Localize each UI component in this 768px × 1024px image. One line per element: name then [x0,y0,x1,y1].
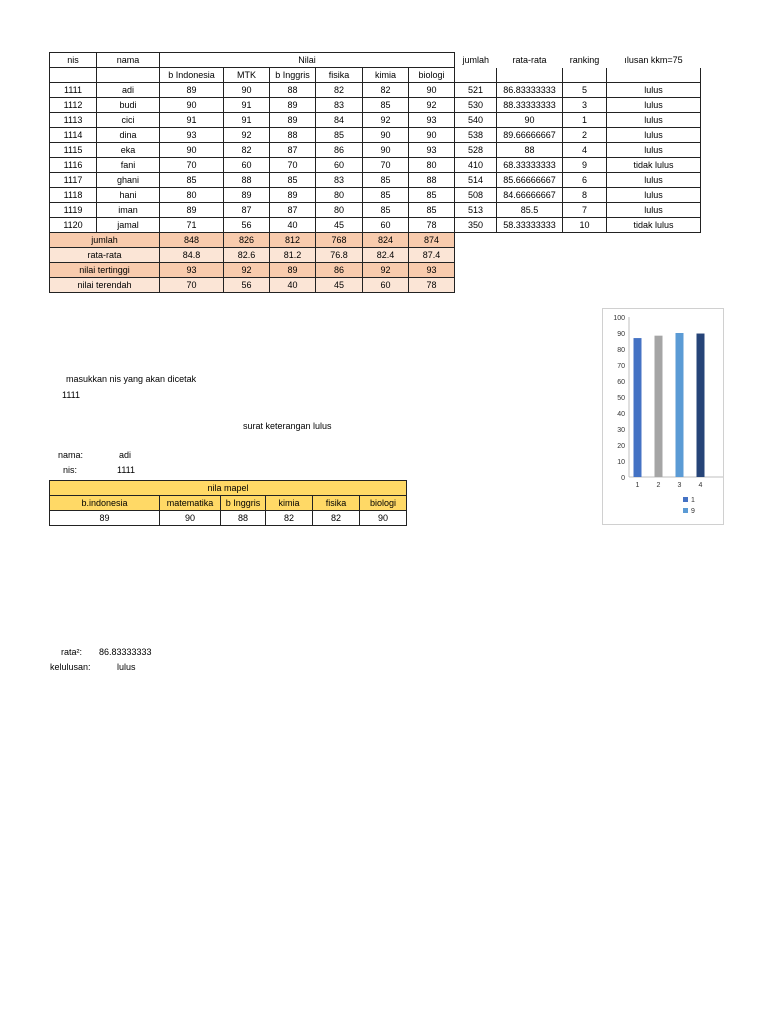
score-cell[interactable]: 70 [363,158,409,173]
header-row-1 [50,53,701,68]
mapel-table [49,480,407,526]
score-cell[interactable]: 82 [363,83,409,98]
ranking-cell[interactable]: 8 [563,188,607,203]
score-cell[interactable]: 70 [160,158,224,173]
jumlah-cell[interactable]: 538 [455,128,497,143]
subject-header[interactable]: b Indonesia [160,68,224,83]
score-cell[interactable]: 80 [316,188,363,203]
score-cell[interactable]: 92 [224,128,270,143]
summary-label[interactable]: rata-rata [50,248,160,263]
nama-cell[interactable]: dina [97,128,160,143]
jumlah-cell[interactable]: 514 [455,173,497,188]
score-cell[interactable]: 85 [363,98,409,113]
header-ranking[interactable]: ranking [569,54,600,65]
jumlah-cell[interactable]: 350 [455,218,497,233]
jumlah-cell[interactable]: 508 [455,188,497,203]
nama-cell[interactable]: budi [97,98,160,113]
nis-cell[interactable]: 1112 [50,98,97,113]
rata-cell[interactable]: 84.66666667 [497,188,563,203]
average-chart[interactable] [602,308,724,525]
nis-cell[interactable]: 1116 [50,158,97,173]
summary-value[interactable]: 56 [224,278,270,293]
subject-header[interactable]: biologi [409,68,455,83]
y-tick-label: 60 [617,379,625,386]
score-cell[interactable]: 90 [224,83,270,98]
certificate-title: surat keterangan lulus [243,421,332,431]
summary-value[interactable]: 93 [160,263,224,278]
summary-value[interactable]: 87.4 [409,248,455,263]
score-cell[interactable]: 90 [409,128,455,143]
score-cell[interactable]: 40 [270,218,316,233]
table-row [50,143,701,158]
status-cell[interactable]: lulus [607,128,701,143]
nis-cell[interactable]: 1114 [50,128,97,143]
y-tick-label: 40 [617,411,625,418]
bar [634,338,642,477]
status-cell[interactable]: lulus [607,203,701,218]
summary-value[interactable]: 812 [270,233,316,248]
mapel-score[interactable]: 89 [50,511,160,526]
y-tick-label: 90 [617,331,625,338]
mapel-score[interactable]: 82 [313,511,360,526]
nis-cell[interactable]: 1120 [50,218,97,233]
table-row [50,113,701,128]
score-cell[interactable]: 71 [160,218,224,233]
y-tick-label: 30 [617,427,625,434]
legend-label: 9 [691,508,695,515]
mapel-subject[interactable]: b.indonesia [50,496,160,511]
score-cell[interactable]: 88 [409,173,455,188]
score-cell[interactable]: 80 [316,203,363,218]
summary-value[interactable]: 45 [316,278,363,293]
score-cell[interactable]: 87 [224,203,270,218]
y-tick-label: 70 [617,363,625,370]
jumlah-cell[interactable]: 521 [455,83,497,98]
kelulusan-value[interactable]: lulus [117,662,136,672]
summary-row [50,248,701,263]
x-tick-label: 3 [677,482,682,489]
header-cell-empty[interactable] [50,68,97,83]
score-cell[interactable]: 89 [270,98,316,113]
summary-value[interactable]: 768 [316,233,363,248]
legend-swatch [683,497,688,502]
y-tick-label: 80 [617,347,625,354]
x-tick-label: 1 [635,482,640,489]
mapel-subject[interactable]: biologi [360,496,407,511]
score-cell[interactable]: 89 [270,188,316,203]
summary-value[interactable]: 824 [363,233,409,248]
header-cell-empty[interactable] [97,68,160,83]
score-cell[interactable]: 93 [160,128,224,143]
nis-label: nis: [63,465,78,475]
nama-cell[interactable]: iman [97,203,160,218]
summary-row [50,233,701,248]
score-cell[interactable]: 89 [160,83,224,98]
score-cell[interactable]: 90 [363,128,409,143]
status-cell[interactable]: tidak lulus [607,218,701,233]
table-row [50,98,701,113]
summary-value[interactable]: 848 [160,233,224,248]
summary-value[interactable]: 78 [409,278,455,293]
score-cell[interactable]: 70 [270,158,316,173]
score-cell[interactable]: 83 [316,98,363,113]
nis-value[interactable]: 1111 [117,465,136,475]
score-cell[interactable]: 87 [270,203,316,218]
header-jumlah[interactable]: jumlah [462,54,489,65]
header-nama[interactable]: nama [97,53,160,68]
status-cell[interactable]: lulus [607,83,701,98]
score-cell[interactable]: 92 [409,98,455,113]
summary-value[interactable]: 70 [160,278,224,293]
mapel-subject[interactable]: matematika [160,496,221,511]
rata-cell[interactable]: 58.33333333 [497,218,563,233]
nama-cell[interactable]: eka [97,143,160,158]
score-cell[interactable]: 91 [224,98,270,113]
mapel-score-row [50,511,407,526]
subject-header[interactable]: MTK [224,68,270,83]
summary-value[interactable]: 40 [270,278,316,293]
rata-cell[interactable]: 89.66666667 [497,128,563,143]
score-cell[interactable]: 87 [270,143,316,158]
summary-value[interactable]: 86 [316,263,363,278]
mapel-score[interactable]: 90 [160,511,221,526]
y-tick-label: 10 [617,459,625,466]
header-cell-empty[interactable] [497,68,563,83]
nis-cell[interactable]: 1117 [50,173,97,188]
bar [697,334,705,477]
status-cell[interactable]: lulus [607,188,701,203]
prompt-nis-input[interactable]: 1111 [62,390,81,400]
y-tick-label: 20 [617,443,625,450]
jumlah-cell[interactable]: 540 [455,113,497,128]
table-row [50,218,701,233]
score-cell[interactable]: 85 [160,173,224,188]
nama-cell[interactable]: fani [97,158,160,173]
rata-cell[interactable]: 85.66666667 [497,173,563,188]
jumlah-cell[interactable]: 513 [455,203,497,218]
summary-value[interactable]: 92 [363,263,409,278]
kelulusan-label: kelulusan: [50,662,91,672]
subject-header[interactable]: fisika [316,68,363,83]
header-cell-empty[interactable] [455,68,497,83]
rata-cell[interactable]: 90 [497,113,563,128]
summary-value[interactable]: 84.8 [160,248,224,263]
jumlah-cell[interactable]: 530 [455,98,497,113]
table-row [50,173,701,188]
score-cell[interactable]: 89 [160,203,224,218]
ranking-cell[interactable]: 2 [563,128,607,143]
nis-cell[interactable]: 1115 [50,143,97,158]
score-cell[interactable]: 78 [409,218,455,233]
table-row [50,158,701,173]
rata-label: rata²: [61,647,83,657]
y-tick-label: 100 [613,315,625,322]
table-row [50,83,701,98]
rata-cell[interactable]: 86.83333333 [497,83,563,98]
nama-cell[interactable]: adi [97,83,160,98]
header-nis[interactable]: nis [50,53,97,68]
score-cell[interactable]: 90 [363,143,409,158]
score-cell[interactable]: 88 [224,173,270,188]
nis-cell[interactable]: 1118 [50,188,97,203]
grade-rows [50,83,701,233]
score-cell[interactable]: 82 [316,83,363,98]
summary-value[interactable]: 81.2 [270,248,316,263]
summary-value[interactable]: 874 [409,233,455,248]
score-cell[interactable]: 93 [409,143,455,158]
summary-row [50,278,701,293]
subject-header[interactable]: b Inggris [270,68,316,83]
mapel-title[interactable]: nila mapel [50,481,407,496]
header-nilai[interactable]: Nilai [160,53,455,68]
header-cell-empty[interactable] [607,68,701,83]
ranking-cell[interactable]: 6 [563,173,607,188]
x-tick-label: 2 [656,482,661,489]
mapel-score[interactable]: 88 [221,511,266,526]
status-cell[interactable]: lulus [607,173,701,188]
mapel-score[interactable]: 82 [266,511,313,526]
score-cell[interactable]: 88 [270,128,316,143]
nama-value[interactable]: adi [119,450,132,460]
mapel-subject[interactable]: kimia [266,496,313,511]
score-cell[interactable]: 84 [316,113,363,128]
nama-cell[interactable]: ghani [97,173,160,188]
score-cell[interactable]: 82 [224,143,270,158]
status-cell[interactable]: lulus [607,113,701,128]
summary-label[interactable]: jumlah [50,233,160,248]
bar [655,336,663,477]
score-cell[interactable]: 90 [160,98,224,113]
summary-value[interactable]: 93 [409,263,455,278]
status-cell[interactable]: lulus [607,98,701,113]
nama-cell[interactable]: hani [97,188,160,203]
summary-value[interactable]: 76.8 [316,248,363,263]
summary-label[interactable]: nilai terendah [50,278,160,293]
table-row [50,203,701,218]
rata-cell[interactable]: 88.33333333 [497,98,563,113]
score-cell[interactable]: 86 [316,143,363,158]
table-row [50,128,701,143]
header-kelulusan[interactable]: ılusan kkm=75 [624,54,683,65]
header-row-2 [50,68,701,83]
score-cell[interactable]: 93 [409,113,455,128]
score-cell[interactable]: 90 [160,143,224,158]
summary-value[interactable]: 82.4 [363,248,409,263]
rata-cell[interactable]: 85.5 [497,203,563,218]
summary-value[interactable]: 92 [224,263,270,278]
ranking-cell[interactable]: 9 [563,158,607,173]
score-cell[interactable]: 85 [316,128,363,143]
score-cell[interactable]: 92 [363,113,409,128]
ranking-cell[interactable]: 1 [563,113,607,128]
summary-row [50,263,701,278]
score-cell[interactable]: 45 [316,218,363,233]
score-cell[interactable]: 91 [160,113,224,128]
summary-value[interactable]: 89 [270,263,316,278]
score-cell[interactable]: 85 [270,173,316,188]
score-cell[interactable]: 89 [270,113,316,128]
nama-cell[interactable]: cici [97,113,160,128]
score-cell[interactable]: 89 [224,188,270,203]
rata-cell[interactable]: 88 [497,143,563,158]
score-cell[interactable]: 56 [224,218,270,233]
mapel-score[interactable]: 90 [360,511,407,526]
mapel-title-row [50,481,407,496]
nama-cell[interactable]: jamal [97,218,160,233]
rata-value[interactable]: 86.83333333 [99,647,152,657]
nis-cell[interactable]: 1113 [50,113,97,128]
score-cell[interactable]: 80 [160,188,224,203]
score-cell[interactable]: 85 [363,173,409,188]
score-cell[interactable]: 60 [363,218,409,233]
score-cell[interactable]: 90 [409,83,455,98]
table-row [50,188,701,203]
score-cell[interactable]: 80 [409,158,455,173]
ranking-cell[interactable]: 4 [563,143,607,158]
mapel-subject-row [50,496,407,511]
score-cell[interactable]: 91 [224,113,270,128]
mapel-subject[interactable]: b Inggris [221,496,266,511]
score-cell[interactable]: 85 [363,203,409,218]
rata-cell[interactable]: 68.33333333 [497,158,563,173]
ranking-cell[interactable]: 10 [563,218,607,233]
score-cell[interactable]: 83 [316,173,363,188]
summary-value[interactable]: 826 [224,233,270,248]
x-tick-label: 4 [698,482,703,489]
score-cell[interactable]: 85 [409,188,455,203]
status-cell[interactable]: lulus [607,143,701,158]
legend-swatch [683,508,688,513]
jumlah-cell[interactable]: 528 [455,143,497,158]
ranking-cell[interactable]: 3 [563,98,607,113]
subject-header[interactable]: kimia [363,68,409,83]
bar [676,333,684,477]
nama-label: nama: [58,450,84,460]
chart-svg [603,309,723,524]
score-cell[interactable]: 85 [409,203,455,218]
summary-rows [50,233,701,293]
grades-table [49,52,701,293]
score-cell[interactable]: 85 [363,188,409,203]
nis-cell[interactable]: 1111 [50,83,97,98]
score-cell[interactable]: 88 [270,83,316,98]
summary-value[interactable]: 82.6 [224,248,270,263]
summary-value[interactable]: 60 [363,278,409,293]
jumlah-cell[interactable]: 410 [455,158,497,173]
status-cell[interactable]: tidak lulus [607,158,701,173]
legend-label: 1 [691,497,695,504]
y-tick-label: 50 [617,395,625,402]
prompt-label: masukkan nis yang akan dicetak [66,374,197,384]
header-rata[interactable]: rata-rata [512,54,547,65]
score-cell[interactable]: 60 [316,158,363,173]
y-tick-label: 0 [621,475,625,482]
summary-label[interactable]: nilai tertinggi [50,263,160,278]
mapel-subject[interactable]: fisika [313,496,360,511]
score-cell[interactable]: 60 [224,158,270,173]
ranking-cell[interactable]: 7 [563,203,607,218]
nis-cell[interactable]: 1119 [50,203,97,218]
header-cell-empty[interactable] [563,68,607,83]
ranking-cell[interactable]: 5 [563,83,607,98]
